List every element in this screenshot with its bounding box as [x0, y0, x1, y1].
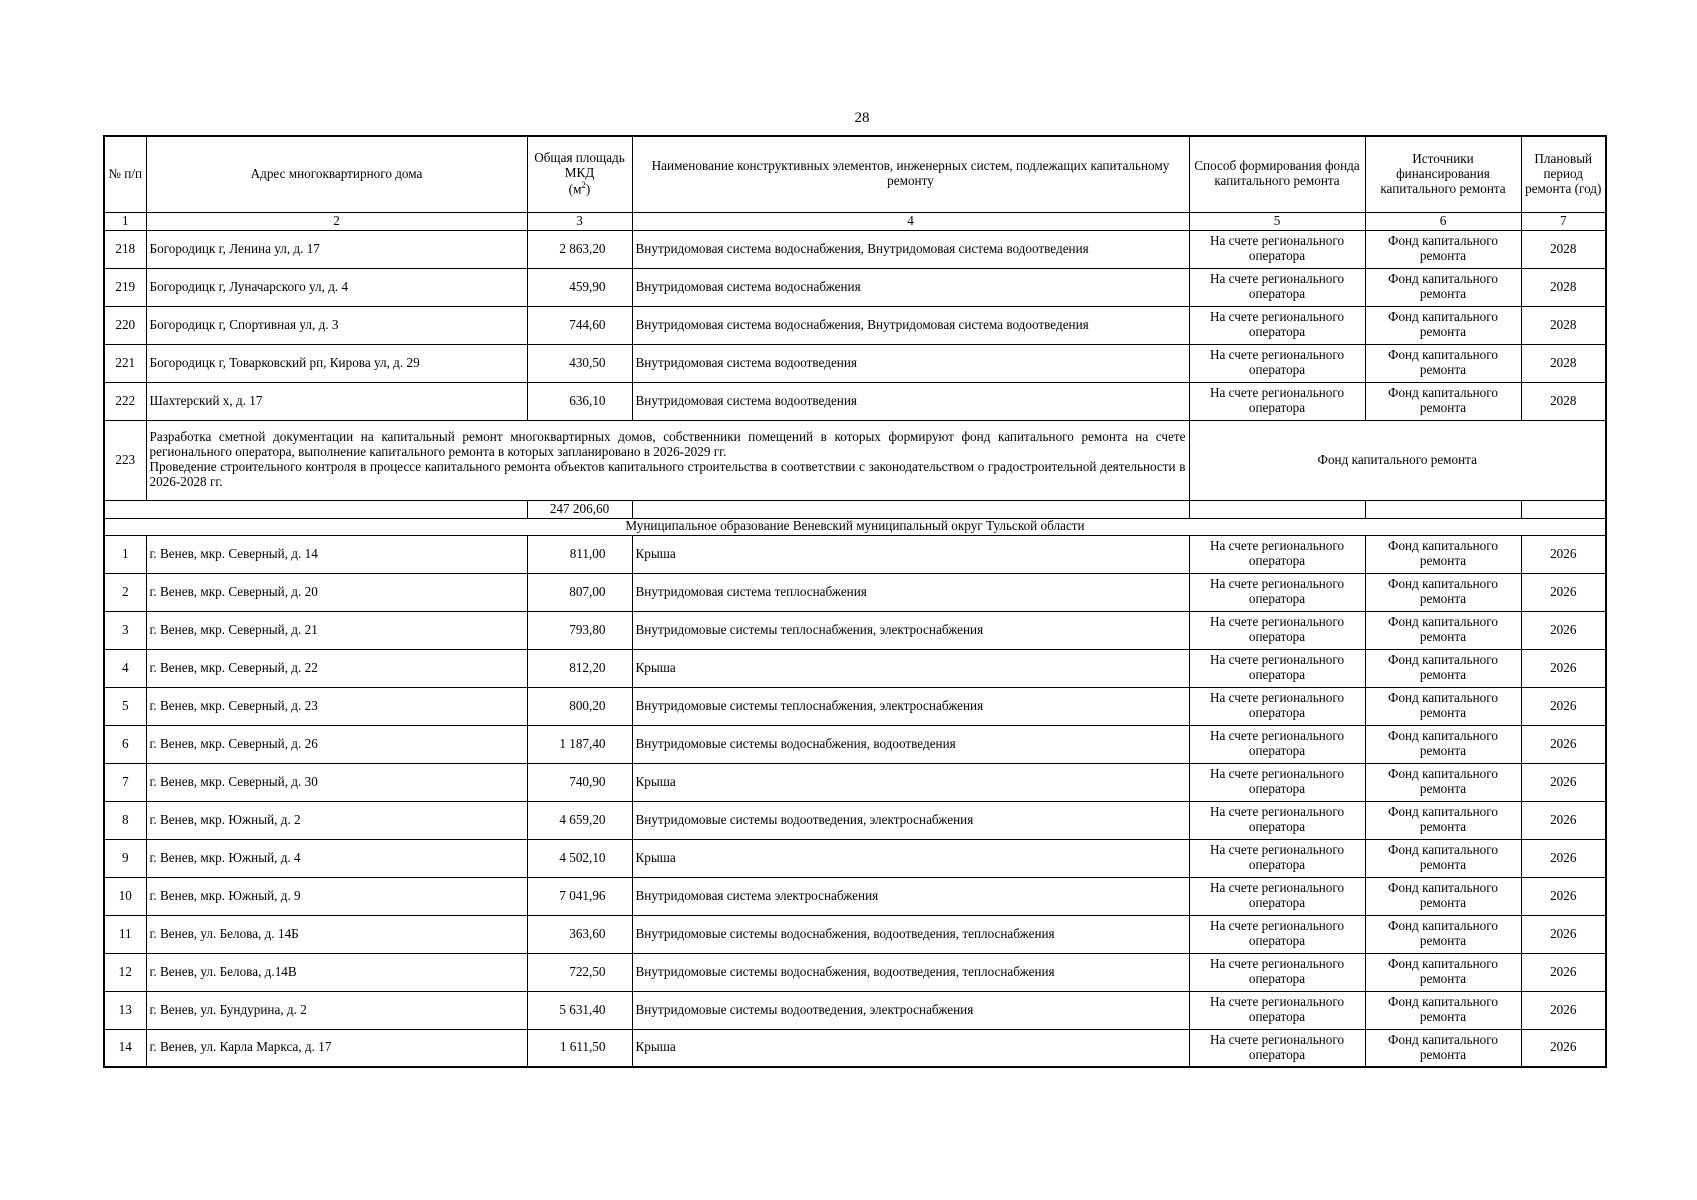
row-year: 2028 [1521, 382, 1606, 420]
row-area: 807,00 [527, 573, 632, 611]
total-empty-cell [1365, 500, 1521, 518]
row-number: 13 [104, 991, 146, 1029]
row-method: На счете регионального оператора [1189, 991, 1365, 1029]
row-223-text-1: Разработка сметной документации на капитальный ремонт многоквартирных домов, собственники помещений в которых формируют фонд капитального ремонта на счете регионального оператора, выполнение капитального ремонта в которых запланировано в 2026-2029 гг. [149, 429, 1186, 460]
row-source: Фонд капитального ремонта [1365, 687, 1521, 725]
row-area: 7 041,96 [527, 877, 632, 915]
row-area: 459,90 [527, 268, 632, 306]
row-source: Фонд капитального ремонта [1365, 1029, 1521, 1067]
page-number: 28 [854, 110, 870, 126]
table-row [104, 306, 1606, 344]
row-address: г. Венев, мкр. Северный, д. 26 [146, 725, 527, 763]
table-row [104, 953, 1606, 991]
table-row [104, 535, 1606, 573]
table-row [104, 382, 1606, 420]
row-address: г. Венев, ул. Карла Маркса, д. 17 [146, 1029, 527, 1067]
row-method: На счете регионального оператора [1189, 953, 1365, 991]
row-address: г. Венев, ул. Белова, д. 14Б [146, 915, 527, 953]
column-number-row [104, 212, 1606, 230]
row-method: На счете регионального оператора [1189, 535, 1365, 573]
row-year: 2026 [1521, 649, 1606, 687]
row-year: 2026 [1521, 535, 1606, 573]
table-row [104, 915, 1606, 953]
column-number: 2 [146, 212, 527, 230]
row-year: 2026 [1521, 915, 1606, 953]
row-elements: Крыша [632, 649, 1189, 687]
row-number: 10 [104, 877, 146, 915]
row-address: Богородицк г, Товарковский рп, Кирова ул, д. 29 [146, 344, 527, 382]
row-year: 2026 [1521, 573, 1606, 611]
row-elements: Внутридомовые системы водоотведения, электроснабжения [632, 801, 1189, 839]
header-area-unit: (м [568, 181, 582, 197]
row-source: Фонд капитального ремонта [1365, 991, 1521, 1029]
row-number: 11 [104, 915, 146, 953]
row-area: 4 659,20 [527, 801, 632, 839]
row-address: г. Венев, мкр. Северный, д. 14 [146, 535, 527, 573]
row-source: Фонд капитального ремонта [1365, 230, 1521, 268]
row-year: 2026 [1521, 1029, 1606, 1067]
row-elements: Крыша [632, 1029, 1189, 1067]
row-elements: Внутридомовые системы теплоснабжения, электроснабжения [632, 687, 1189, 725]
row-source: Фонд капитального ремонта [1365, 535, 1521, 573]
table-row [104, 991, 1606, 1029]
column-number: 4 [632, 212, 1189, 230]
row-number: 219 [104, 268, 146, 306]
row-method: На счете регионального оператора [1189, 382, 1365, 420]
table-row [104, 763, 1606, 801]
row-number: 7 [104, 763, 146, 801]
row-area: 812,20 [527, 649, 632, 687]
table-row [104, 725, 1606, 763]
row-year: 2026 [1521, 839, 1606, 877]
row-address: Богородицк г, Ленина ул, д. 17 [146, 230, 527, 268]
row-method: На счете регионального оператора [1189, 1029, 1365, 1067]
row-source: Фонд капитального ремонта [1365, 306, 1521, 344]
row-number: 14 [104, 1029, 146, 1067]
row-elements: Внутридомовые системы водоснабжения, водоотведения, теплоснабжения [632, 953, 1189, 991]
row-year: 2026 [1521, 877, 1606, 915]
column-number: 7 [1521, 212, 1606, 230]
row-method: На счете регионального оператора [1189, 801, 1365, 839]
row-elements: Внутридомовая система водоотведения [632, 344, 1189, 382]
row-address: Шахтерский х, д. 17 [146, 382, 527, 420]
header-period: Плановый период ремонта (год) [1521, 136, 1606, 212]
row-elements: Внутридомовая система теплоснабжения [632, 573, 1189, 611]
row-year: 2026 [1521, 725, 1606, 763]
row-number: 222 [104, 382, 146, 420]
total-empty-cell [1189, 500, 1365, 518]
row-area: 744,60 [527, 306, 632, 344]
row-elements: Внутридомовая система электроснабжения [632, 877, 1189, 915]
row-number: 12 [104, 953, 146, 991]
row-elements: Внутридомовая система водоснабжения, Внутридомовая система водоотведения [632, 230, 1189, 268]
row-number: 218 [104, 230, 146, 268]
row-year: 2026 [1521, 991, 1606, 1029]
table-row [104, 611, 1606, 649]
row-address: г. Венев, мкр. Северный, д. 23 [146, 687, 527, 725]
row-year: 2026 [1521, 687, 1606, 725]
header-elements: Наименование конструктивных элементов, инженерных систем, подлежащих капитальному ремонту [632, 136, 1189, 212]
row-number: 220 [104, 306, 146, 344]
row-address: г. Венев, мкр. Северный, д. 20 [146, 573, 527, 611]
row-source: Фонд капитального ремонта [1365, 649, 1521, 687]
row-address: г. Венев, ул. Бундурина, д. 2 [146, 991, 527, 1029]
table-row-223 [104, 420, 1606, 500]
row-number: 5 [104, 687, 146, 725]
row-223-source: Фонд капитального ремонта [1189, 420, 1606, 500]
header-area-close: ) [585, 181, 591, 197]
row-area: 430,50 [527, 344, 632, 382]
row-method: На счете регионального оператора [1189, 649, 1365, 687]
row-number: 3 [104, 611, 146, 649]
row-method: На счете регионального оператора [1189, 611, 1365, 649]
row-year: 2028 [1521, 306, 1606, 344]
header-source: Источники финансирования капитального ремонта [1365, 136, 1521, 212]
row-source: Фонд капитального ремонта [1365, 382, 1521, 420]
total-empty-cell [1521, 500, 1606, 518]
total-label-cell [104, 500, 527, 518]
row-area: 363,60 [527, 915, 632, 953]
table-row [104, 839, 1606, 877]
row-year: 2026 [1521, 763, 1606, 801]
capital-repair-table [103, 135, 1607, 1068]
row-year: 2028 [1521, 268, 1606, 306]
row-area: 800,20 [527, 687, 632, 725]
row-address: г. Венев, мкр. Южный, д. 4 [146, 839, 527, 877]
column-number: 1 [104, 212, 146, 230]
row-address: г. Венев, мкр. Северный, д. 21 [146, 611, 527, 649]
row-address: г. Венев, мкр. Южный, д. 2 [146, 801, 527, 839]
row-source: Фонд капитального ремонта [1365, 763, 1521, 801]
section-title: Муниципальное образование Веневский муниципальный округ Тульской области [104, 518, 1606, 535]
row-elements: Внутридомовая система водоснабжения [632, 268, 1189, 306]
row-elements: Внутридомовая система водоотведения [632, 382, 1189, 420]
row-method: На счете регионального оператора [1189, 763, 1365, 801]
row-source: Фонд капитального ремонта [1365, 915, 1521, 953]
row-area: 793,80 [527, 611, 632, 649]
column-number: 5 [1189, 212, 1365, 230]
row-address: г. Венев, ул. Белова, д.14В [146, 953, 527, 991]
row-method: На счете регионального оператора [1189, 230, 1365, 268]
row-address: г. Венев, мкр. Южный, д. 9 [146, 877, 527, 915]
row-address: г. Венев, мкр. Северный, д. 22 [146, 649, 527, 687]
row-number: 2 [104, 573, 146, 611]
row-number: 221 [104, 344, 146, 382]
row-year: 2026 [1521, 801, 1606, 839]
table-row [104, 801, 1606, 839]
column-number: 6 [1365, 212, 1521, 230]
row-elements: Крыша [632, 763, 1189, 801]
header-area-sup: 2 [581, 180, 586, 191]
row-area: 1 611,50 [527, 1029, 632, 1067]
total-area: 247 206,60 [527, 500, 632, 518]
row-area: 636,10 [527, 382, 632, 420]
row-source: Фонд капитального ремонта [1365, 268, 1521, 306]
header-address: Адрес многоквартирного дома [146, 136, 527, 212]
row-source: Фонд капитального ремонта [1365, 725, 1521, 763]
row-year: 2026 [1521, 611, 1606, 649]
table-row [104, 230, 1606, 268]
row-year: 2026 [1521, 953, 1606, 991]
row-source: Фонд капитального ремонта [1365, 839, 1521, 877]
row-source: Фонд капитального ремонта [1365, 611, 1521, 649]
total-empty-cell [632, 500, 1189, 518]
row-year: 2028 [1521, 344, 1606, 382]
row-elements: Крыша [632, 839, 1189, 877]
table-row [104, 268, 1606, 306]
row-number: 8 [104, 801, 146, 839]
row-elements: Внутридомовая система водоснабжения, Внутридомовая система водоотведения [632, 306, 1189, 344]
row-elements: Внутридомовые системы водоотведения, электроснабжения [632, 991, 1189, 1029]
row-method: На счете регионального оператора [1189, 915, 1365, 953]
table-row [104, 649, 1606, 687]
row-method: На счете регионального оператора [1189, 687, 1365, 725]
table-row [104, 687, 1606, 725]
row-elements: Внутридомовые системы теплоснабжения, электроснабжения [632, 611, 1189, 649]
table-row [104, 1029, 1606, 1067]
table-row [104, 573, 1606, 611]
row-area: 740,90 [527, 763, 632, 801]
row-source: Фонд капитального ремонта [1365, 877, 1521, 915]
row-year: 2028 [1521, 230, 1606, 268]
header-no: № п/п [104, 136, 146, 212]
row-method: На счете регионального оператора [1189, 725, 1365, 763]
row-method: На счете регионального оператора [1189, 573, 1365, 611]
row-method: На счете регионального оператора [1189, 344, 1365, 382]
total-row [104, 500, 1606, 518]
row-elements: Крыша [632, 535, 1189, 573]
row-area: 1 187,40 [527, 725, 632, 763]
row-223-description [146, 420, 1189, 500]
table-row [104, 344, 1606, 382]
row-method: На счете регионального оператора [1189, 877, 1365, 915]
row-number: 9 [104, 839, 146, 877]
header-area-label: Общая площадь МКД [534, 149, 625, 180]
row-address: Богородицк г, Спортивная ул, д. 3 [146, 306, 527, 344]
row-elements: Внутридомовые системы водоснабжения, водоотведения, теплоснабжения [632, 915, 1189, 953]
row-number: 1 [104, 535, 146, 573]
row-223-text-2: Проведение строительного контроля в процессе капитального ремонта объектов капитального строительства в соответствии с законодательством о градостроительной деятельности в 2026-2028 гг. [149, 459, 1186, 489]
row-address: г. Венев, мкр. Северный, д. 30 [146, 763, 527, 801]
row-method: На счете регионального оператора [1189, 306, 1365, 344]
table-body [104, 136, 1606, 1067]
row-number: 4 [104, 649, 146, 687]
table-row [104, 877, 1606, 915]
row-source: Фонд капитального ремонта [1365, 953, 1521, 991]
row-source: Фонд капитального ремонта [1365, 344, 1521, 382]
row-method: На счете регионального оператора [1189, 839, 1365, 877]
row-area: 5 631,40 [527, 991, 632, 1029]
row-method: На счете регионального оператора [1189, 268, 1365, 306]
row-area: 722,50 [527, 953, 632, 991]
row-area: 2 863,20 [527, 230, 632, 268]
column-number: 3 [527, 212, 632, 230]
row-number: 223 [104, 420, 146, 500]
row-area: 811,00 [527, 535, 632, 573]
header-method: Способ формирования фонда капитального ремонта [1189, 136, 1365, 212]
row-elements: Внутридомовые системы водоснабжения, водоотведения [632, 725, 1189, 763]
section-heading-row [104, 518, 1606, 535]
row-address: Богородицк г, Луначарского ул, д. 4 [146, 268, 527, 306]
row-area: 4 502,10 [527, 839, 632, 877]
row-number: 6 [104, 725, 146, 763]
header-area [527, 136, 632, 212]
row-source: Фонд капитального ремонта [1365, 573, 1521, 611]
table-header-row [104, 136, 1606, 212]
row-source: Фонд капитального ремонта [1365, 801, 1521, 839]
